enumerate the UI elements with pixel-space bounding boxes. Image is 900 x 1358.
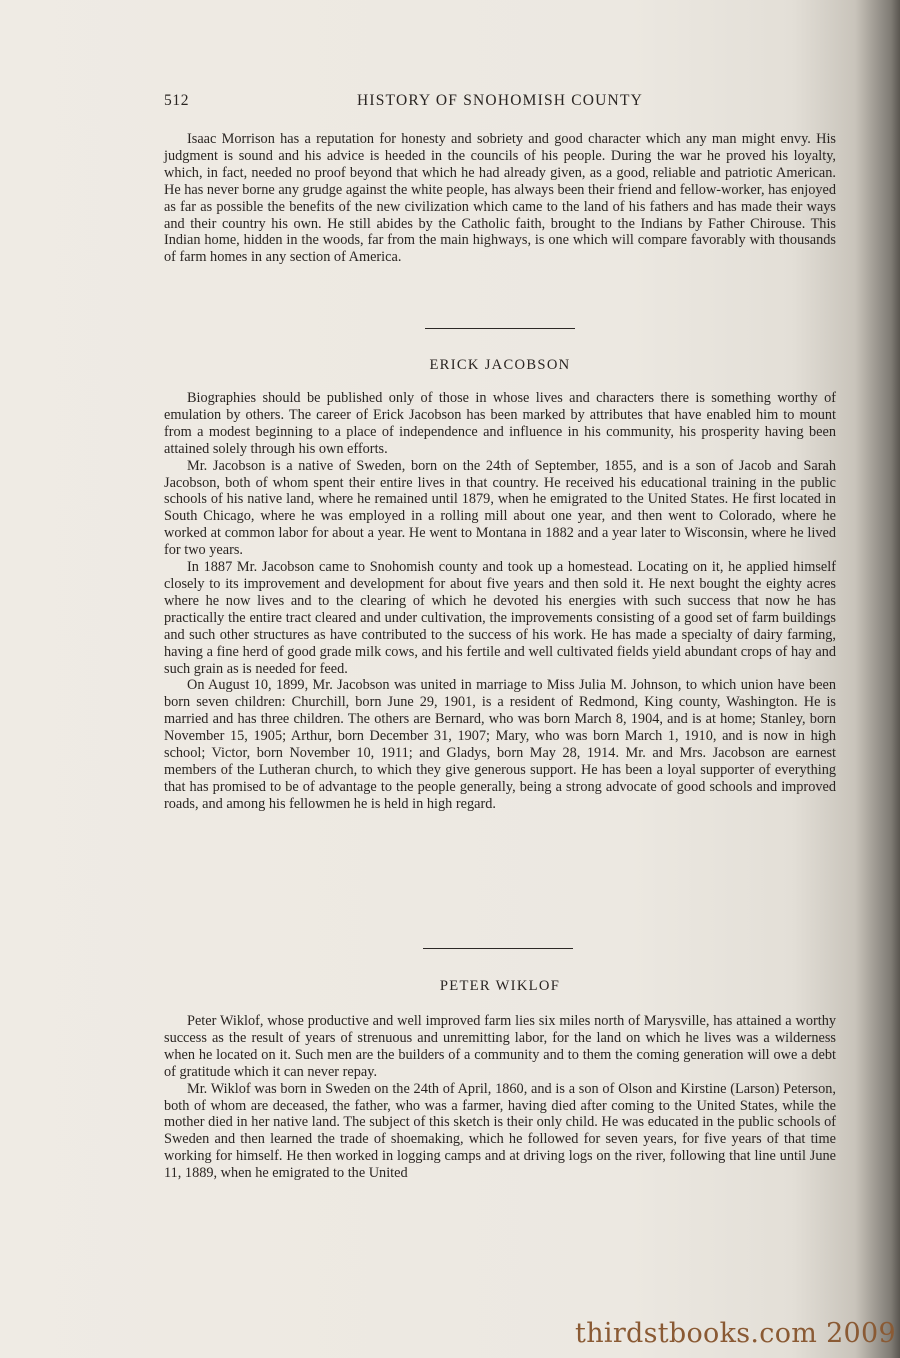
wiklof-text-block — [164, 1013, 836, 1182]
jacobson-text-block — [164, 390, 836, 813]
paragraph: Mr. Wiklof was born in Sweden on the 24th of April, 1860, and is a son of Olson and Kirstine (Larson) Peterson, both of whom are deceased, the father, who was a farmer, having died after coming to the United States, while the mother died in her native land. The subject of this sketch is their only child. He was educated in the public schools of Sweden and then learned the trade of shoemaking, which he followed for seven years, for five years of that time working for himself. He then worked in logging camps and at driving logs on the river, following that line until June 11, 1889, when he emigrated to the United — [164, 1080, 836, 1182]
running-head — [164, 92, 836, 114]
paragraph: In 1887 Mr. Jacobson came to Snohomish county and took up a homestead. Locating on it, he applied himself closely to its improvement and development for about five years and then sold it. He next bought the eighty acres where he now lives and to the clearing of which he devoted his energies with such success that now he has practically the entire tract cleared and under cultivation, the improvements consisting of a good set of farm buildings and such other structures as have contributed to the success of his work. He has made a specialty of dairy farming, having a fine herd of good grade milk cows, and his fertile and well cultivated fields yield abundant crops of hay and such grain as is needed for feed. — [164, 559, 836, 677]
paragraph: Isaac Morrison has a reputation for honesty and sobriety and good character which any man might envy. His judgment is sound and his advice is heeded in the councils of his people. During the war he proved his loyalty, which, in fact, needed no proof beyond that which he had already given, as a good, reliable and patriotic American. He has never borne any grudge against the white people, has always been their friend and fellow-worker, has enjoyed as far as possible the benefits of the new civilization which came to the land of his fathers and has made their ways and their country his own. He still abides by the Catholic faith, brought to the Indians by Father Chirouse. This Indian home, hidden in the woods, far from the main highways, is one which will compare favorably with thousands of farm homes in any section of America. — [164, 131, 836, 266]
section-divider — [425, 328, 575, 329]
paragraph: Biographies should be published only of those in whose lives and characters there is something worthy of emulation by others. The career of Erick Jacobson has been marked by attributes that have enabled him to mount from a modest beginning to a place of independence and influence in his community, his prosperity having been attained solely through his own efforts. — [164, 390, 836, 457]
section-heading-peter-wiklof: PETER WIKLOF — [439, 978, 561, 994]
section-heading-erick-jacobson: ERICK JACOBSON — [429, 357, 571, 373]
section-divider — [423, 948, 573, 949]
morrison-text-block — [164, 131, 836, 266]
paragraph: On August 10, 1899, Mr. Jacobson was united in marriage to Miss Julia M. Johnson, to which union have been born seven children: Churchill, born June 29, 1901, is a resident of Redmond, King county, Washington. He is married and has three children. The others are Bernard, who was born March 8, 1904, and is at home; Stanley, born November 15, 1905; Arthur, born December 31, 1907; Mary, who was born March 1, 1910, and is now in high school; Victor, born November 10, 1911; and Gladys, born May 28, 1914. Mr. and Mrs. Jacobson are earnest members of the Lutheran church, to which they give generous support. He has been a loyal supporter of everything that has promised to be of advantage to the people generally, being a strong advocate of good schools and improved roads, and among his fellowmen he is held in high regard. — [164, 677, 836, 812]
book-title: HISTORY OF SNOHOMISH COUNTY — [356, 92, 644, 109]
paragraph: Mr. Jacobson is a native of Sweden, born on the 24th of September, 1855, and is a son of Jacob and Sarah Jacobson, both of whom spent their entire lives in that country. He received his educational training in the public schools of his native land, where he remained until 1879, when he emigrated to the United States. He first located in South Chicago, where he was employed in a rolling mill about one year, and then went to Colorado, where he worked at common labor for about a year. He went to Montana in 1882 and a year later to Wisconsin, where he lived for two years. — [164, 457, 836, 559]
page-number: 512 — [164, 92, 190, 109]
paragraph: Peter Wiklof, whose productive and well improved farm lies six miles north of Marysville, has attained a worthy success as the result of years of strenuous and unremitting labor, for the land on which he lives was a wilderness when he located on it. Such men are the builders of a community and to them the coming generation will owe a debt of gratitude which it can never repay. — [164, 1013, 836, 1080]
watermark: thirdstbooks.com 2009 — [575, 1318, 896, 1349]
